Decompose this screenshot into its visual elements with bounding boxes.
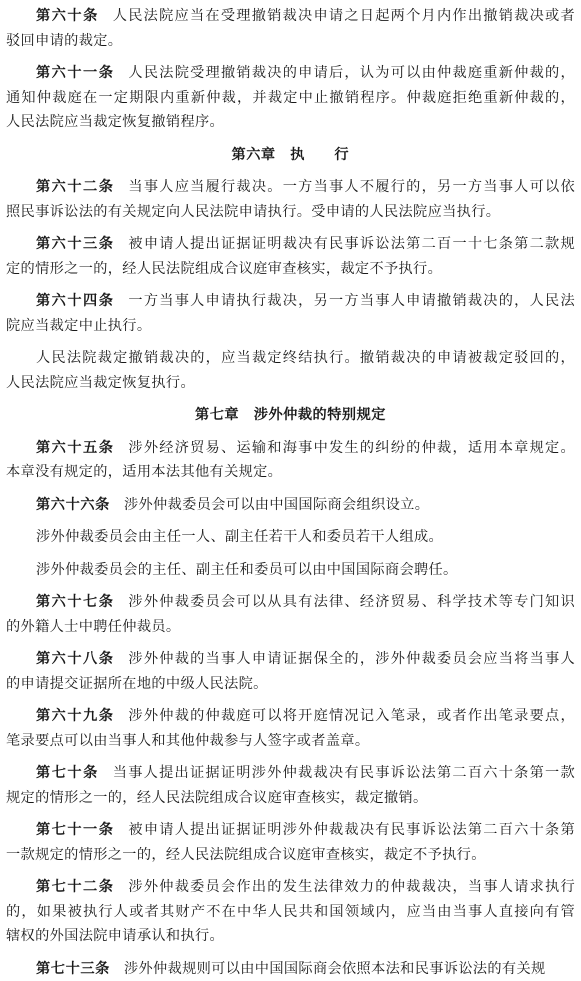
article-number: 第六十四条 [36,293,115,309]
text-line [6,786,428,810]
chapter-heading: 第七章 涉外仲裁的特别规定 [195,407,386,423]
article-text: 的，如果被执行人或者其财产不在中华人民共和国领域内，应当由当事人直接向有管 [6,903,575,920]
chapter-heading: 第六章 执 行 [231,146,350,163]
article-text: 的外籍人士中聘任仲裁员。 [6,618,181,635]
article-number: 第六十九条 [36,708,115,724]
text-line [6,900,575,924]
article-number: 第六十六条 [36,496,110,513]
text-line [36,761,575,785]
text-line [36,436,575,460]
article-text: 涉外仲裁的当事人申请证据保全的，涉外仲裁委员会应当将当事人 [128,651,575,667]
article-text: 驳回申请的裁定。 [6,32,123,49]
article-number: 第六十五条 [36,439,115,456]
text-line [6,314,151,338]
text-line [6,371,195,395]
article-text: 涉外仲裁的仲裁庭可以将开庭情况记入笔录，或者作出笔录要点， [128,708,575,724]
text-line [6,729,369,753]
article-text: 定的情形之一的，经人民法院组成合议庭审查核实，裁定不予执行。 [6,260,443,277]
article-text: 通知仲裁庭在一定期限内重新仲裁，并裁定中止撤销程序。仲裁庭拒绝重新仲裁的， [6,89,575,106]
article-text: 被申请人提出证据证明涉外仲裁裁决有民事诉讼法第二百六十条第 [128,822,575,838]
text-line [36,558,458,582]
text-line [36,647,575,671]
article-text: 涉外仲裁委员会可以从具有法律、经济贸易、科学技术等专门知识 [128,594,575,610]
text-line [6,460,282,484]
article-text: 照民事诉讼法的有关规定向人民法院申请执行。受申请的人民法院应当执行。 [6,203,501,220]
text-line [36,525,443,549]
text-line [36,590,575,614]
article-number: 第六十八条 [36,651,115,667]
article-text: 涉外仲裁委员会可以由中国国际商会组织设立。 [123,496,430,513]
article-number: 第六十三条 [36,236,115,252]
article-text: 人民法院应当裁定恢复执行。 [6,374,195,391]
article-number: 第七十三条 [36,960,110,977]
text-line [6,110,224,134]
text-line [6,257,442,281]
text-line [6,86,575,110]
text-line [6,29,122,53]
article-number: 第六十条 [36,8,99,24]
article-number: 第六十一条 [36,65,115,81]
article-text: 当事人应当履行裁决。一方当事人不履行的，另一方当事人可以依 [128,179,575,195]
article-text: 人民法院受理撤销裁决的申请后，认为可以由仲裁庭重新仲裁的， [128,65,575,81]
article-text: 被申请人提出证据证明裁决有民事诉讼法第二百一十七条第二款规 [128,236,575,252]
article-text: 本章没有规定的，适用本法其他有关规定。 [6,464,283,480]
article-text: 辖权的外国法院申请承认和执行。 [6,928,225,944]
article-text: 一方当事人申请执行裁决，另一方当事人申请撤销裁决的，人民法 [128,293,575,309]
text-line [6,615,180,639]
text-line [6,200,500,224]
article-number: 第七十二条 [36,879,115,895]
article-text: 的申请提交证据所在地的中级人民法院。 [6,675,268,692]
article-text: 规定的情形之一的，经人民法院组成合议庭审查核实，裁定撤销。 [6,789,428,806]
text-line [36,175,575,199]
text-line [6,843,486,867]
article-number: 第七十一条 [36,822,115,838]
text-line [36,493,429,517]
article-text: 人民法院应当裁定恢复撤销程序。 [6,114,225,130]
text-line [6,924,224,948]
article-text: 涉外经济贸易、运输和海事中发生的纠纷的仲裁，适用本章规定。 [128,439,575,456]
article-number: 第六十二条 [36,179,115,195]
article-text: 当事人提出证据证明涉外仲裁裁决有民事诉讼法第二百六十条第一款 [112,765,575,781]
text-line [36,704,575,728]
text-line [36,346,575,370]
article-text: 涉外仲裁委员会作出的发生法律效力的仲裁裁决，当事人请求执行 [128,879,575,895]
article-text: 涉外仲裁规则可以由中国国际商会依照本法和民事诉讼法的有关规 [123,960,546,977]
article-number: 第七十条 [36,765,99,781]
article-text: 笔录要点可以由当事人和其他仲裁参与人签字或者盖章。 [6,732,370,749]
article-text: 人民法院裁定撤销裁决的，应当裁定终结执行。撤销裁决的申请被裁定驳回的， [36,350,575,366]
text-line [36,289,575,313]
article-text: 人民法院应当在受理撤销裁决申请之日起两个月内作出撤销裁决或者 [112,8,575,24]
text-line [36,232,575,256]
text-line [36,818,575,842]
text-line [36,61,575,85]
article-text: 涉外仲裁委员会由主任一人、副主任若干人和委员若干人组成。 [36,529,444,545]
article-text: 院应当裁定中止执行。 [6,317,152,334]
text-line [36,4,575,28]
article-text: 一款规定的情形之一的，经人民法院组成合议庭审查核实，裁定不予执行。 [6,846,486,863]
article-number: 第六十七条 [36,594,115,610]
text-line [6,672,268,696]
text-line [36,957,546,981]
text-line [36,875,575,899]
article-text: 涉外仲裁委员会的主任、副主任和委员可以由中国国际商会聘任。 [36,561,458,578]
